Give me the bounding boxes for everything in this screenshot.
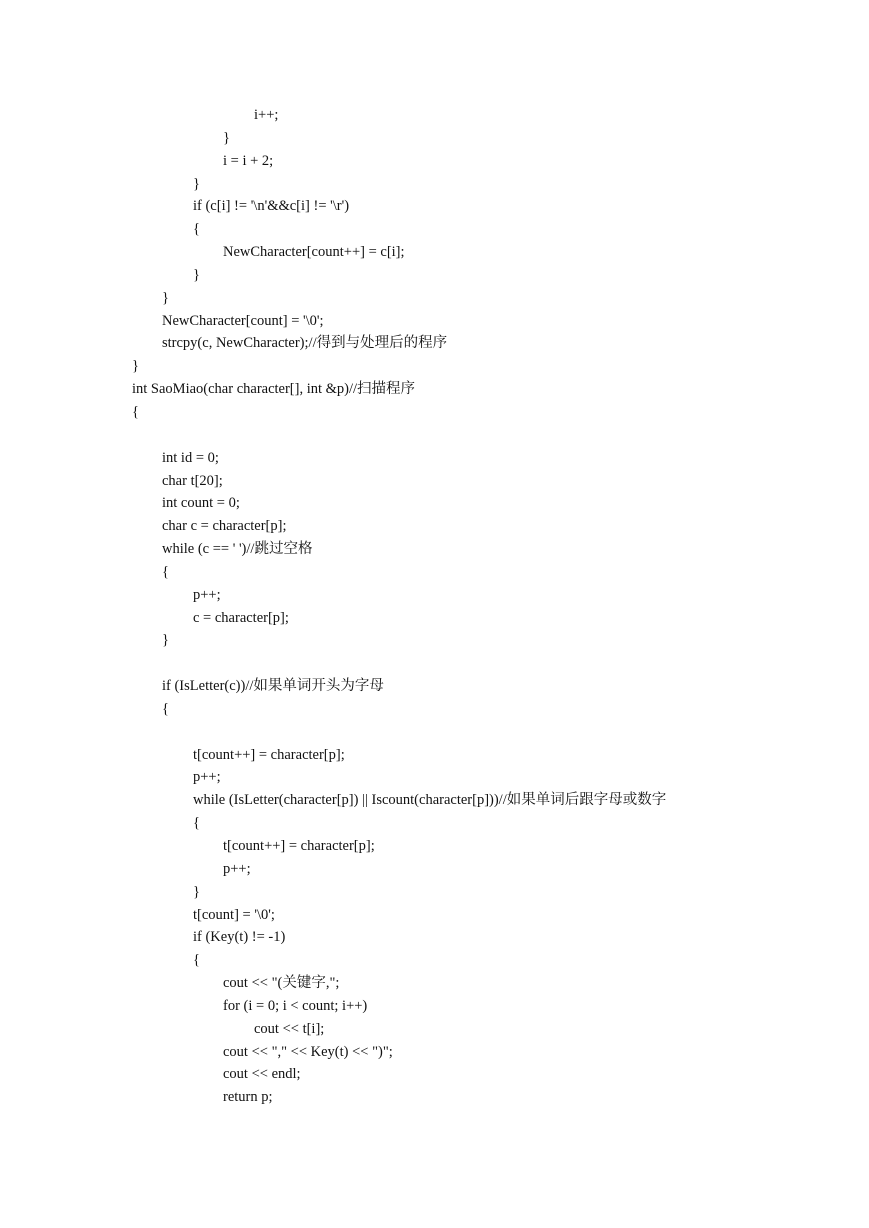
code-line: cout << "," << Key(t) << ")";: [223, 1043, 393, 1060]
code-line: cout << t[i];: [254, 1020, 325, 1037]
code-line: t[count++] = character[p];: [193, 746, 345, 763]
code-line: {: [132, 403, 139, 420]
code-line: {: [193, 952, 200, 969]
code-line: }: [193, 266, 200, 283]
code-line: strcpy(c, NewCharacter);//得到与处理后的程序: [162, 335, 448, 352]
code-line: return p;: [223, 1089, 273, 1106]
code-line: p++;: [193, 586, 221, 603]
code-line: c = character[p];: [193, 609, 289, 626]
code-line: }: [193, 883, 200, 900]
code-line: NewCharacter[count] = '\0';: [162, 312, 324, 329]
code-line-blank: [132, 424, 666, 447]
code-line: char c = character[p];: [162, 518, 287, 535]
code-line: p++;: [223, 860, 251, 877]
code-line: cout << endl;: [223, 1066, 301, 1083]
code-line: NewCharacter[count++] = c[i];: [223, 244, 405, 261]
code-line: if (c[i] != '\n'&&c[i] != '\r'): [193, 198, 350, 215]
code-line: if (Key(t) != -1): [193, 929, 286, 946]
code-line: i = i + 2;: [223, 152, 274, 169]
code-line: {: [193, 815, 200, 832]
code-line: t[count++] = character[p];: [223, 838, 375, 854]
code-line: int id = 0;: [162, 449, 219, 466]
code-line: }: [223, 129, 230, 146]
code-line: i++;: [254, 107, 279, 123]
code-line: if (IsLetter(c))//如果单词开头为字母: [162, 678, 384, 695]
code-line: char t[20];: [162, 472, 223, 489]
code-line: {: [162, 563, 169, 580]
code-line: {: [162, 700, 169, 717]
code-line-blank: [132, 652, 666, 675]
code-line: }: [193, 175, 200, 192]
code-line: t[count] = '\0';: [193, 906, 275, 923]
code-line: int SaoMiao(char character[], int &p)//扫描程序: [132, 381, 416, 398]
code-line: while (c == ' ')//跳过空格: [162, 541, 313, 558]
code-line: cout << "(关键字,";: [223, 975, 340, 992]
code-line: while (IsLetter(character[p]) || Iscount(character[p]))//如果单词后跟字母或数字: [193, 792, 667, 809]
code-listing: [132, 104, 666, 1109]
code-line: }: [132, 358, 139, 375]
code-line: int count = 0;: [162, 495, 240, 512]
code-line: for (i = 0; i < count; i++): [223, 997, 368, 1014]
code-line-blank: [132, 721, 666, 744]
code-line: }: [162, 632, 169, 649]
code-line: p++;: [193, 769, 221, 786]
code-line: }: [162, 289, 169, 306]
code-line: {: [193, 221, 200, 238]
